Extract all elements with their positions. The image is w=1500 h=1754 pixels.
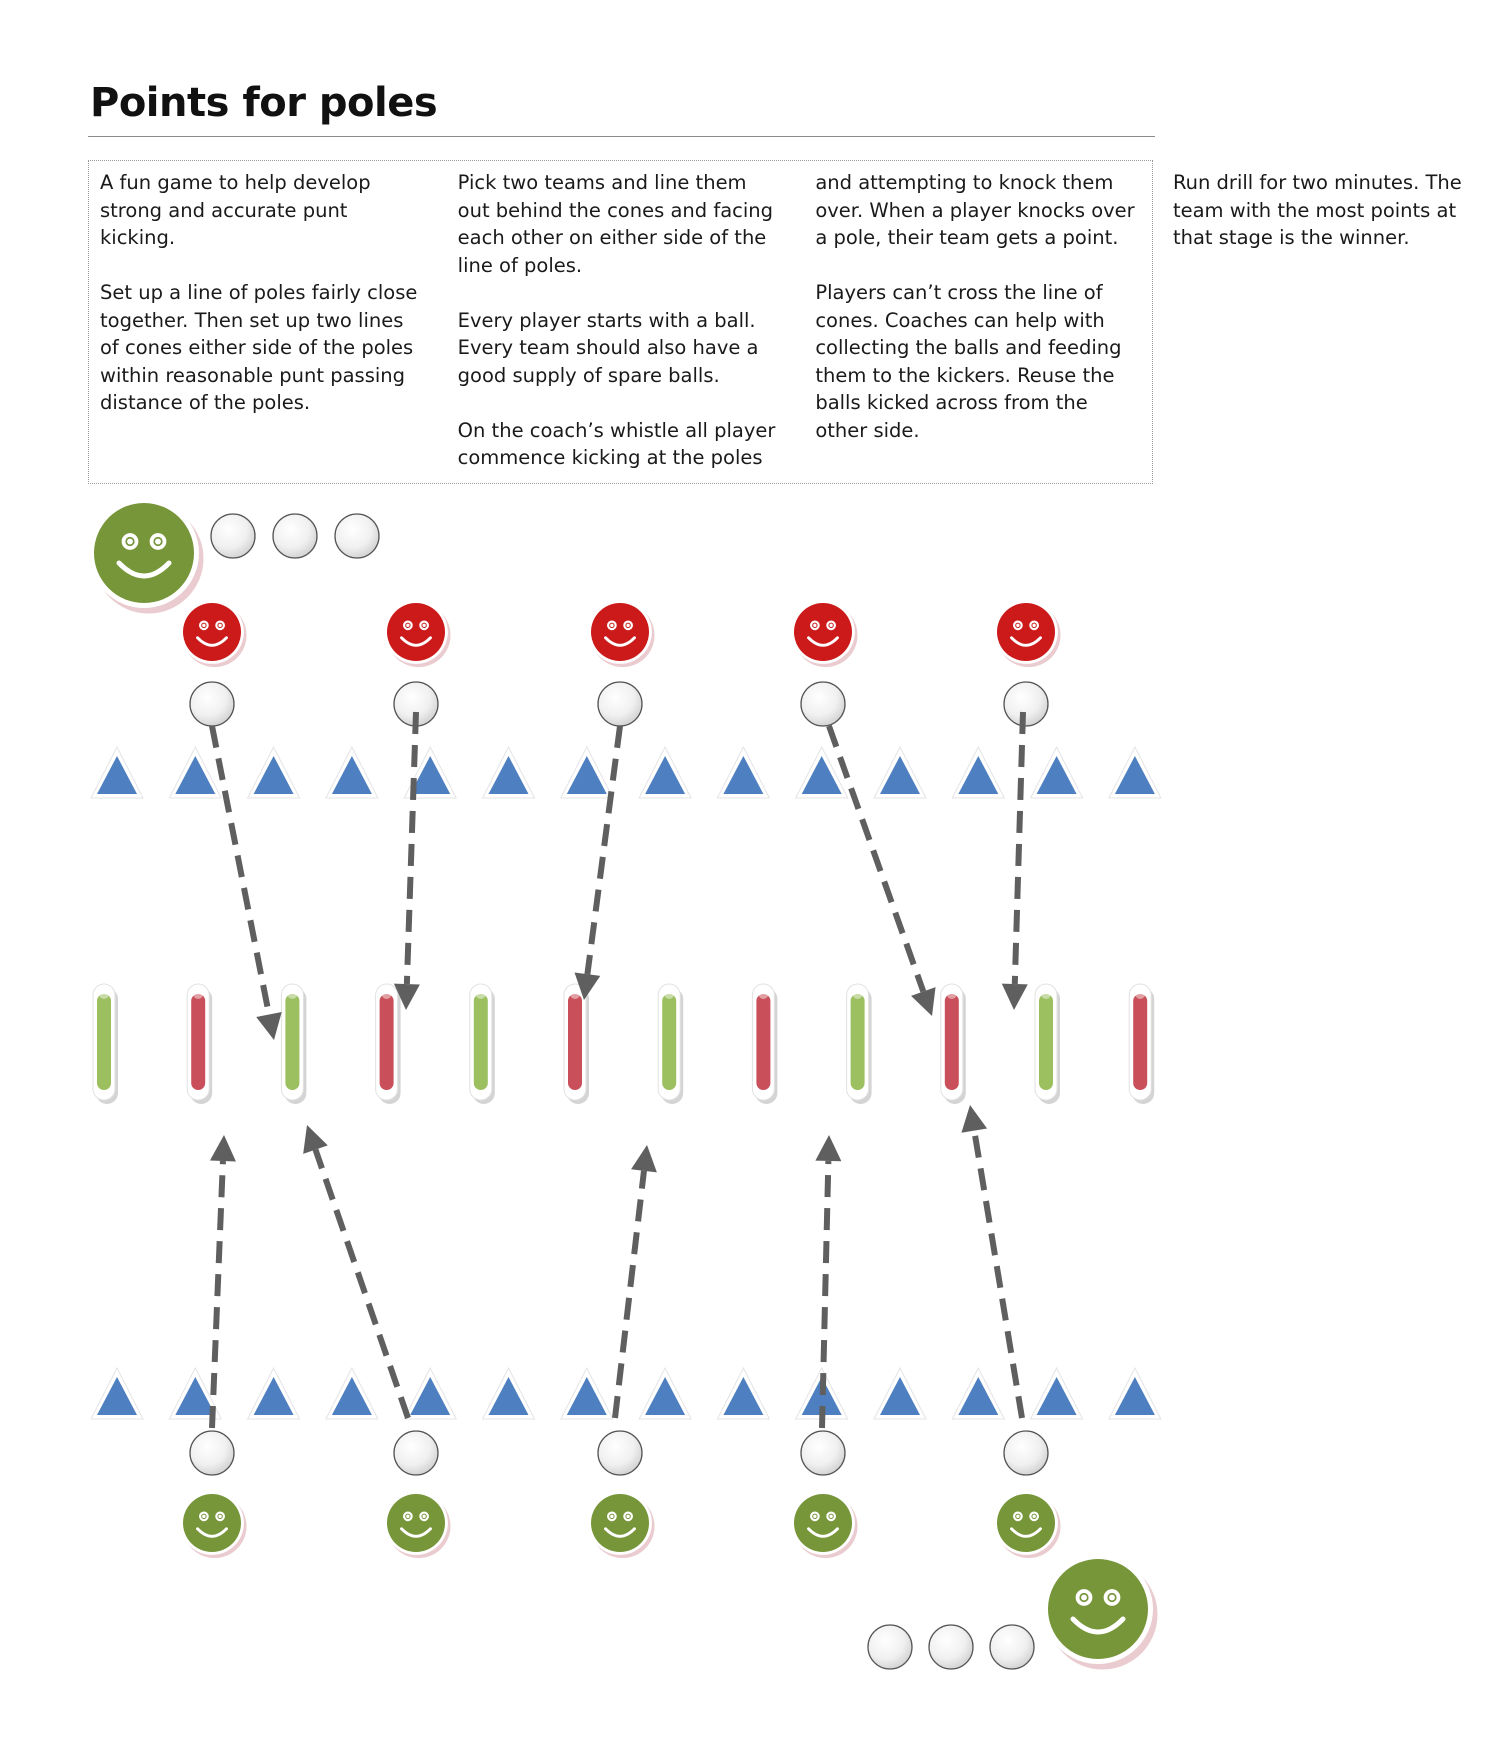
paragraph-balls: Every player starts with a ball. Every team should also have a good supply of spare balls. — [457, 308, 759, 387]
cone — [1109, 1368, 1161, 1419]
player-bottom-team — [994, 1491, 1060, 1558]
player-top-team — [180, 600, 246, 667]
coach-bottom — [1043, 1554, 1158, 1670]
ball — [190, 1431, 234, 1475]
player-top-team — [791, 600, 857, 667]
kick-arrow — [961, 1105, 1022, 1418]
pole — [658, 984, 683, 1104]
ball — [1004, 1431, 1048, 1475]
cone — [796, 747, 848, 798]
cone — [248, 747, 300, 798]
paragraph-whistle: On the coach’s whistle all player commence kicking at the poles and attempting to knock them over. When a player knocks over a pole, their team gets a point. — [457, 171, 1135, 469]
cone — [91, 1368, 143, 1419]
kick-arrow — [303, 1125, 408, 1418]
cone — [561, 1368, 613, 1419]
spare-ball — [990, 1625, 1034, 1669]
pole — [847, 984, 872, 1104]
pole — [93, 984, 118, 1104]
cone — [483, 747, 535, 798]
spare-ball — [273, 514, 317, 558]
pole — [564, 984, 589, 1104]
cone — [952, 747, 1004, 798]
paragraph-setup: Set up a line of poles fairly close together. Then set up two lines of cones either side of the poles within reasonable punt passing distance of the poles. — [100, 281, 418, 414]
player-top-team — [588, 600, 654, 667]
pole — [281, 984, 306, 1104]
pole — [752, 984, 777, 1104]
paragraph-rules: Players can’t cross the line of cones. Coaches can help with collecting the balls and feeding them to the kickers. Reuse the balls kicked across from the other side. — [815, 281, 1122, 442]
player-top-team — [994, 600, 1060, 667]
cone — [561, 747, 613, 798]
ball — [1004, 682, 1048, 726]
page-title: Points for poles — [90, 80, 438, 126]
cone — [1109, 747, 1161, 798]
pole — [1035, 984, 1060, 1104]
spare-ball — [929, 1625, 973, 1669]
cone — [1031, 747, 1083, 798]
cone — [639, 1368, 691, 1419]
pole — [1129, 984, 1154, 1104]
paragraph-winner: Run drill for two minutes. The team with the most points at that stage is the winner. — [1172, 171, 1462, 249]
cone — [404, 1368, 456, 1419]
cone — [952, 1368, 1004, 1419]
cone — [1031, 1368, 1083, 1419]
player-top-team — [384, 600, 450, 667]
kick-arrow — [1002, 712, 1028, 1010]
player-bottom-team — [791, 1491, 857, 1558]
cone — [483, 1368, 535, 1419]
cone — [639, 747, 691, 798]
pole — [941, 984, 966, 1104]
cone — [874, 1368, 926, 1419]
paragraph-teams: Pick two teams and line them out behind the cones and facing each other on either side of the line of poles. — [457, 171, 774, 277]
ball — [190, 682, 234, 726]
pole — [376, 984, 401, 1104]
cone — [248, 1368, 300, 1419]
kick-arrow — [829, 726, 936, 1016]
ball — [394, 1431, 438, 1475]
ball — [801, 682, 845, 726]
paragraph-intro: A fun game to help develop strong and accurate punt kicking. — [100, 171, 371, 249]
pole — [470, 984, 495, 1104]
spare-ball — [211, 514, 255, 558]
ball — [801, 1431, 845, 1475]
ball — [598, 1431, 642, 1475]
cone — [169, 747, 221, 798]
cone — [717, 1368, 769, 1419]
kick-arrow — [615, 1145, 657, 1418]
ball — [598, 682, 642, 726]
pole — [187, 984, 212, 1104]
player-bottom-team — [384, 1491, 450, 1558]
kick-arrow — [394, 712, 420, 1010]
player-bottom-team — [180, 1491, 246, 1558]
spare-ball — [868, 1625, 912, 1669]
cone — [326, 1368, 378, 1419]
player-bottom-team — [588, 1491, 654, 1558]
cone — [717, 747, 769, 798]
cone — [91, 747, 143, 798]
kick-arrow — [210, 1135, 236, 1428]
spare-ball — [335, 514, 379, 558]
coach-top — [89, 498, 204, 614]
cone — [326, 747, 378, 798]
cone — [874, 747, 926, 798]
